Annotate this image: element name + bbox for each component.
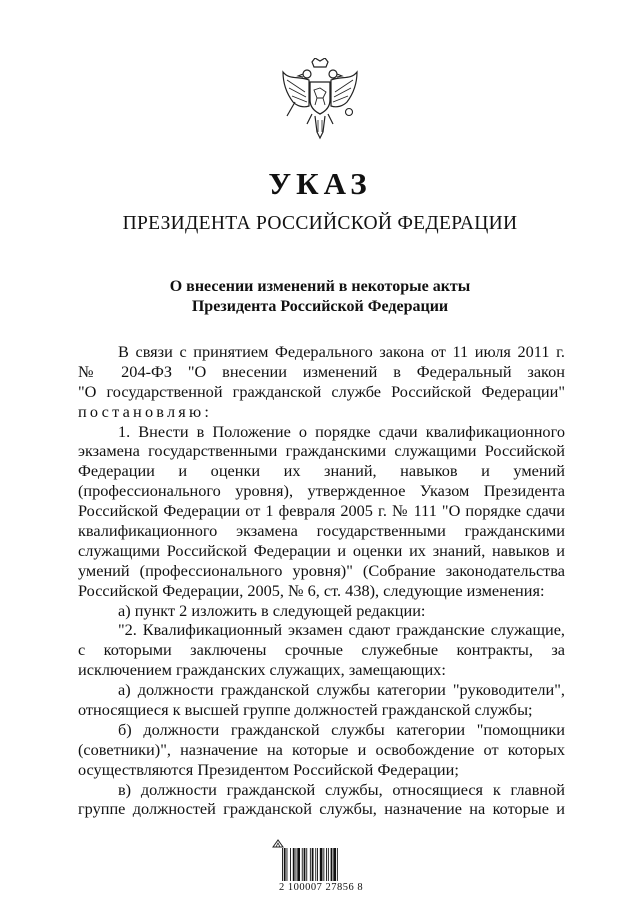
text-line: В связи с принятием Федерального закона от 11 июля 2011 г. [118,342,565,361]
barcode-bar [328,848,329,881]
document-body [78,342,565,819]
text-line: с которыми заключены срочные служебные контракты, за [78,640,565,660]
barcode-bar [284,848,286,881]
barcode-bar [317,848,318,881]
subject-line: О внесении изменений в некоторые акты [169,278,471,295]
barcode-bar [304,848,306,881]
text-line: б) должности гражданской службы категории "помощники [118,719,565,739]
barcode-bar [302,848,303,881]
text-line: Российской Федерации, 2005, № 6, ст. 438), следующие изменения: [78,580,545,600]
text-line: группе должностей гражданской службы, назначение на которые и [78,799,565,819]
barcode-bar [337,848,338,881]
text-line: № 204-ФЗ "О внесении изменений в Федеральный закон [78,361,565,381]
barcode-bar [323,848,324,881]
text-line: умений (профессионального уровня)" (Собрание законодательства [78,560,565,580]
text-line: 1. Внести в Положение о порядке сдачи квалификационного [118,421,565,441]
print-logo-icon [272,838,284,848]
state-emblem-icon [279,58,361,142]
text-line: экзамена государственными гражданскими служащими Российской [78,441,565,461]
barcode-number: 2 100007 27856 8 [278,882,364,893]
text-line: исключением гражданских служащих, замещающих: [78,660,446,680]
document-subject [0,277,640,317]
text-line: а) должности гражданской службы категории "руководители", [118,680,565,700]
text-line: а) пункт 2 изложить в следующей редакции: [118,600,426,620]
barcode-bar [315,848,316,881]
barcode-bar [326,848,327,881]
text-line: служащими Российской Федерации и оценки их знаний, навыков и [78,540,565,560]
barcode-bar [287,848,288,881]
barcode-bar [306,848,307,881]
barcode-bar [282,848,283,881]
document-subtitle: ПРЕЗИДЕНТА РОССИЙСКОЙ ФЕДЕРАЦИИ [122,213,518,234]
text-line: "О государственной гражданской службе Российской Федерации" [78,381,565,401]
barcode-bar [312,848,314,881]
text-line: в) должности гражданской службы, относящиеся к главной [118,779,565,799]
barcode-bar [290,848,291,881]
barcode-bar [333,848,336,881]
text-line: квалификационного экзамена государственными гражданскими [78,521,565,541]
text-line: (советники)", назначение на которые и освобождение от которых [78,739,565,759]
barcode-bar [310,848,311,881]
barcode-bar [296,848,297,881]
text-line: относящиеся к высшей группе должностей гражданской службы; [78,700,533,720]
barcode-bar [293,848,295,881]
text-line: (профессионального уровня), утвержденное Указом Президента [78,481,565,501]
barcode-bar [297,848,300,881]
barcode [282,848,362,881]
subject-line: Президента Российской Федерации [191,298,449,315]
text-line: Российской Федерации от 1 февраля 2005 г. № 111 "О порядке сдачи [78,501,565,521]
text-line: постановляю: [78,401,213,421]
barcode-bar [320,848,323,881]
text-line: "2. Квалификационный экзамен сдают гражданские служащие, [118,620,565,640]
document-title: УКАЗ [268,166,372,201]
barcode-bar [331,848,333,881]
text-line: осуществляются Президентом Российской Федерации; [78,759,459,779]
text-line: Федерации и оценки их знаний, навыков и умений [78,461,565,481]
